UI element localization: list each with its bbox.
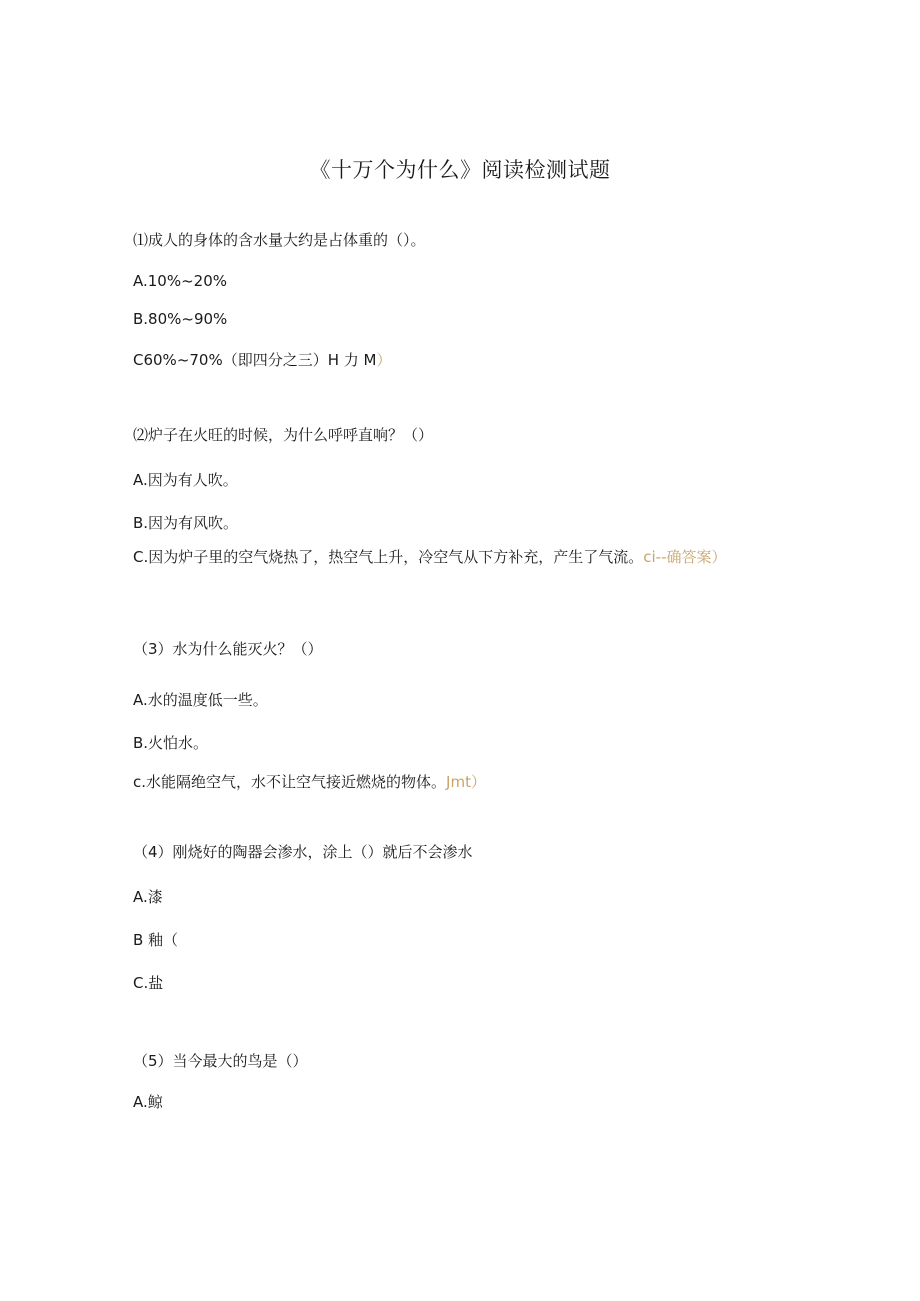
option-text: C.因为炉子里的空气烧热了，热空气上升，冷空气从下方补充，产生了气流。 [133, 548, 644, 566]
page-title: 《十万个为什么》阅读检测试题 [309, 158, 611, 182]
answer-note: ci--确答案） [643, 548, 727, 566]
question-2-stem: ⑵炉子在火旺的时候，为什么呼呼直响？（） [133, 426, 434, 444]
option-text: C60%~70%（即四分之三）H 力 M [133, 351, 377, 369]
question-1-option-a: A.10%~20% [133, 272, 228, 290]
answer-note: ） [376, 351, 392, 369]
question-4-stem: （4）刚烧好的陶器会渗水，涂上（）就后不会渗水 [133, 843, 473, 861]
question-1-option-c [133, 349, 392, 371]
question-2-option-b: B.因为有风吹。 [133, 514, 239, 532]
question-3-option-b: B.火怕水。 [133, 734, 209, 752]
question-5-stem: （5）当今最大的鸟是（） [133, 1052, 308, 1070]
question-5-option-a: A.鲸 [133, 1093, 163, 1111]
question-4-option-b: B 釉（ [133, 931, 179, 949]
question-1-option-b: B.80%~90% [133, 310, 228, 328]
question-1-stem: ⑴成人的身体的含水量大约是占体重的（）。 [133, 231, 426, 249]
question-4-option-c: C.盐 [133, 974, 164, 992]
question-3-option-c [133, 771, 486, 793]
question-4-option-a: A.漆 [133, 888, 163, 906]
question-2-option-a: A.因为有人吹。 [133, 471, 238, 489]
question-3-stem: （3）水为什么能灭火？（） [133, 640, 323, 658]
question-3-option-a: A.水的温度低一些。 [133, 691, 268, 709]
question-2-option-c [133, 546, 773, 568]
option-text: c.水能隔绝空气，水不让空气接近燃烧的物体。 [133, 773, 447, 791]
answer-note: Jmt） [446, 773, 486, 791]
